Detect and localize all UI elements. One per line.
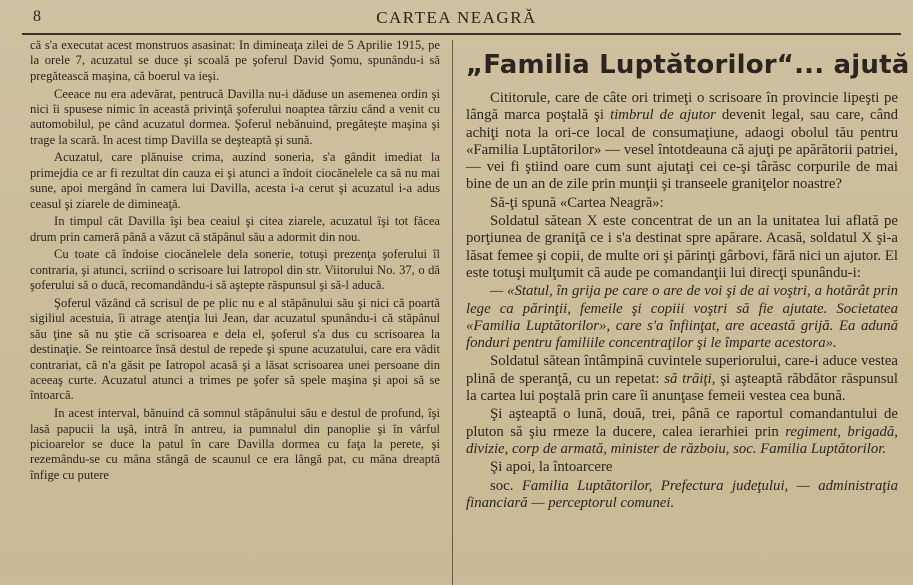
p8-italic: Familia Luptătorilor, Prefectura judeţului, — administraţia financiară — perceptorul comunei. [466,477,899,511]
paragraph: Să-ţi spună «Cartea Neagră»: [490,194,664,211]
paragraph: că s'a executat acest monstruos asasinat: In dimineaţa zilei de 5 Aprilie 1915, pe la orele 7, acuzatul se duce şi scoală pe şoferul David Şomu, spunându-i să pregătească maşina, că boerul va ieşi. [30,38,440,83]
p5-italic: să trăiţi [664,370,712,387]
p5-text: Soldatul sătean întâmpină cuvintele superiorului, care-i aduce vestea plină de speranţă, cu un repetat: [466,353,898,387]
paragraph: Cu toate că îndoise ciocănelele dela sonerie, totuşi prezenţa şoferului îl contraria, şi atunci, scriind o scrisoare lui Iatropol din str. Viitorului No. 37, o dă şoferului să o ducă, recomandându-i să aştepte răspunsul şi să-l aducă. [30,247,440,293]
paragraph [466,90,898,194]
intro-italic: timbrul de ajutor [610,107,716,124]
intro-text: Cititorule, care de câte ori trimeţi o scrisoare în provincie lipeşti pe lângă marca poştală şi [466,90,898,124]
paragraph: In timpul cât Davilla îşi bea ceaiul şi citea ziarele, acuzatul îşi tot făcea drum prin cameră până a văzut că stăpânul său a adormit din nou. [30,214,440,244]
page-number: 8 [33,8,41,25]
quoted-paragraph: — «Statul, în grija pe care o are de voi şi de ai voştri, a hotărât prin lege ca părinţii, femeile şi copiii voştri să fie ajutate. Societatea «Familia Luptătorilor», care s'a înfiinţat, are această grijă. Ea adună fonduri pentru familiile concentraţilor şi le împarte acestora». [466,283,898,352]
intro-rest: devenit legal, sau care, când achiţi nota la ori-ce local de consumaţiune, adaogi obolul tău pentru «Familia Luptătorilor» — vesel întotdeauna că ajuţi pe apărătorii patriei, — vei fi ştiind oare cum sunt ajutaţi cei ce-şi târăsc corpurile de mai bine de un an de zile prin munţii şi transeele graniţelor noastre? [466,107,898,193]
paragraph: Acuzatul, care plănuise crima, auzind soneria, s'a gândit imediat la primejdia ce ar fi rezultat din cauza ei şi atunci a îndoit ciocănelele ca să nu mai sune, apoi mergând în camera lui Davilla, acesta i-a cerut şi acuzatul i-a adus ceasul şi ziarele de dimineaţă. [30,150,440,211]
page-header [0,8,913,30]
header-rule [22,33,901,35]
paragraph: Şoferul văzând că scrisul de pe plic nu e al stăpânului său şi nici că poartă sigiliul acestuia, îi atrage atenţia lui Jean, dar acuzatul spunându-i că stăpânul său ţine să nu ştie că scrisoarea e dela el, şoferul s'a dus cu scrisoarea la destinaţie. Se reintoarce însă destul de repede şi spune acuzatului, care era vădit contrariat, că n'a găsit pe Iatropol acasă şi a lăsat scrisoarea unei persoane din aceeaş curte. Acuzatul atunci a trimes pe şofer să spele maşina şi apoi să se întoarcă. [30,295,440,403]
paragraph: In acest interval, bănuind că somnul stăpânului său e destul de profund, îşi lasă papucii la uşă, intră în antreu, ia pumnalul din panoplie şi în vârful picioarelor se duce la patul în care Davilla dormea cu faţa la perete, şi rezemându-se cu mâna stângă de scaunul ce era lângă pat, cu mâna dreaptă înfige cu putere [30,406,440,482]
p6-italic: regiment, brigadă, divizie, corp de armată, minister de războiu, soc. Familia Luptătorilor. [466,423,898,457]
paragraph [466,353,898,405]
paragraph [466,406,898,458]
paragraph: Soldatul sătean X este concentrat de un an la unitatea lui aflată pe porţiunea de graniţă ce i s'a destinat spre apărare. Acasă, soldatul X şi-a lăsat femee şi copii, de multe ori şi părinţi gârbovi, fără nici un ajutor. El este totuşi mulţumit că aude pe comandanţii lui direcţi spunându-i: [466,213,898,281]
paragraph [466,478,898,513]
left-column [30,38,440,485]
article-headline: „Familia Luptătorilor“... ajută [466,50,910,80]
column-divider [452,40,453,585]
running-title: CARTEA NEAGRĂ [376,8,537,27]
p6-text: Şi aşteaptă o lună, două, trei, până ce raportul comandantului de pluton să şiu rmeze la ducere, calea ierarhiei prin [466,406,898,440]
p5-rest: , şi aşteaptă răbdător răspunsul la cartea lui poştală prin care îi anunţase femeii vestea cea bună. [466,370,898,405]
right-column [466,38,910,513]
paragraph: Ceeace nu era adevărat, pentrucă Davilla nu-i dăduse un asemenea ordin şi nici îi spusese nimic în această privinţă şoferului noaptea târziu când a venit cu automobilul, pe când acuzatul dormea. Şoferul nebănuind, pregăteşte maşina şi trage la scară. In acest timp Davilla se deşteaptă şi sună. [30,86,440,147]
paragraph: Şi apoi, la întoarcere [490,459,613,476]
p8-text: soc. [490,477,522,494]
